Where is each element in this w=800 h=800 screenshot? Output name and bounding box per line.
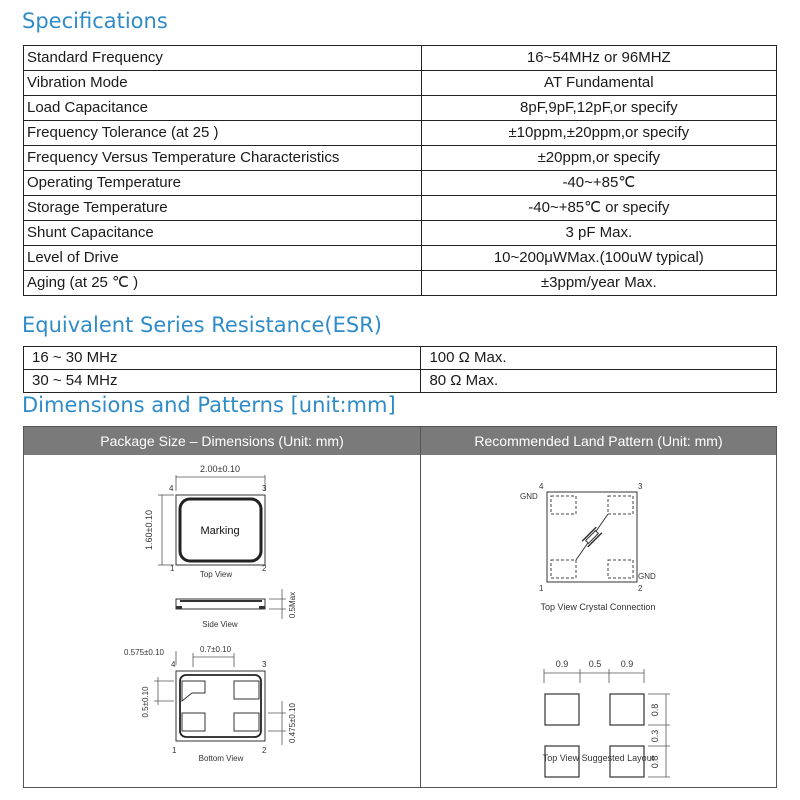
top-width-label: 2.00±0.10 [200, 464, 240, 474]
table-row [24, 271, 777, 296]
table-row [24, 96, 777, 121]
spec-value: -40~+85℃ or specify [421, 196, 776, 221]
top-height-label: 1.60±0.10 [144, 510, 154, 550]
layout-vgap: 0.3 [650, 729, 660, 743]
bottom-view-caption: Bottom View [198, 754, 244, 763]
pad-height-left-label: 0.5±0.10 [141, 686, 150, 718]
crystal-pin2-label: 2 [638, 584, 643, 593]
side-view-drawing [176, 589, 297, 629]
table-row [24, 196, 777, 221]
spec-value: 8pF,9pF,12pF,or specify [421, 96, 776, 121]
spec-value: 16~54MHz or 96MHZ [421, 46, 776, 71]
spec-param: Load Capacitance [24, 96, 422, 121]
spec-value: -40~+85℃ [421, 171, 776, 196]
pin3-label: 3 [262, 484, 267, 493]
bottom-pin2-label: 2 [262, 746, 267, 755]
pad-height-right-label: 0.475±0.10 [288, 703, 297, 743]
top-view-caption: Top View [199, 570, 233, 579]
bottom-pin4-label: 4 [171, 660, 176, 669]
side-view-caption: Side View [202, 620, 238, 629]
table-row [24, 146, 777, 171]
esr-value: 100 Ω Max. [421, 347, 777, 370]
dimension-drawings [24, 455, 776, 787]
spec-param: Frequency Versus Temperature Characteristics [24, 146, 422, 171]
table-row [24, 121, 777, 146]
spec-value: ±20ppm,or specify [421, 146, 776, 171]
specifications-heading: Specifications [22, 9, 168, 33]
gnd-label-top: GND [520, 492, 538, 501]
table-row [24, 347, 777, 370]
marking-label: Marking [200, 525, 240, 537]
gnd-label-bottom: GND [638, 572, 656, 581]
layout-height-2: 0.8 [650, 755, 660, 769]
specifications-table [23, 45, 777, 296]
spec-param: Frequency Tolerance (at 25 ) [24, 121, 422, 146]
side-height-label: 0.5Max [288, 591, 297, 619]
top-view-drawing [144, 464, 267, 579]
spec-value: ±10ppm,±20ppm,or specify [421, 121, 776, 146]
esr-range: 30 ~ 54 MHz [24, 370, 421, 393]
land-pattern-header: Recommended Land Pattern (Unit: mm) [421, 427, 776, 455]
package-size-header: Package Size – Dimensions (Unit: mm) [24, 427, 420, 455]
spec-param: Shunt Capacitance [24, 221, 422, 246]
crystal-connection-drawing [520, 482, 656, 612]
table-row [24, 221, 777, 246]
spec-param: Level of Drive [24, 246, 422, 271]
layout-height-1: 0.8 [650, 703, 660, 717]
crystal-pin4-label: 4 [539, 482, 544, 491]
spec-value: 10~200μWMax.(100uW typical) [421, 246, 776, 271]
dimensions-panel [23, 426, 777, 788]
crystal-caption: Top View Crystal Connection [540, 602, 656, 612]
layout-gap: 0.5 [588, 659, 602, 669]
spec-param: Standard Frequency [24, 46, 422, 71]
spec-param: Operating Temperature [24, 171, 422, 196]
table-row [24, 46, 777, 71]
table-row [24, 71, 777, 96]
pin4-label: 4 [169, 484, 174, 493]
spec-param: Vibration Mode [24, 71, 422, 96]
esr-table [23, 346, 777, 393]
esr-heading: Equivalent Series Resistance(ESR) [22, 313, 383, 337]
esr-range: 16 ~ 30 MHz [24, 347, 421, 370]
pad-offset-label: 0.575±0.10 [124, 648, 164, 657]
spec-value: AT Fundamental [421, 71, 776, 96]
bottom-pin1-label: 1 [172, 746, 177, 755]
table-row [24, 246, 777, 271]
crystal-pin1-label: 1 [539, 584, 544, 593]
pin1-label: 1 [170, 564, 175, 573]
spec-value: ±3ppm/year Max. [421, 271, 776, 296]
layout-caption: Top View Suggested Layout [542, 753, 655, 763]
esr-value: 80 Ω Max. [421, 370, 777, 393]
table-row [24, 370, 777, 393]
table-row [24, 171, 777, 196]
spec-value: 3 pF Max. [421, 221, 776, 246]
layout-width-2: 0.9 [620, 659, 634, 669]
spec-param: Storage Temperature [24, 196, 422, 221]
dimensions-heading: Dimensions and Patterns [unit:mm] [22, 393, 396, 417]
pin2-label: 2 [262, 564, 267, 573]
bottom-pin3-label: 3 [262, 660, 267, 669]
crystal-pin3-label: 3 [638, 482, 643, 491]
pad-width-label: 0.7±0.10 [200, 645, 232, 654]
bottom-view-drawing [124, 645, 297, 763]
layout-width-1: 0.9 [555, 659, 569, 669]
spec-param: Aging (at 25 ℃ ) [24, 271, 422, 296]
